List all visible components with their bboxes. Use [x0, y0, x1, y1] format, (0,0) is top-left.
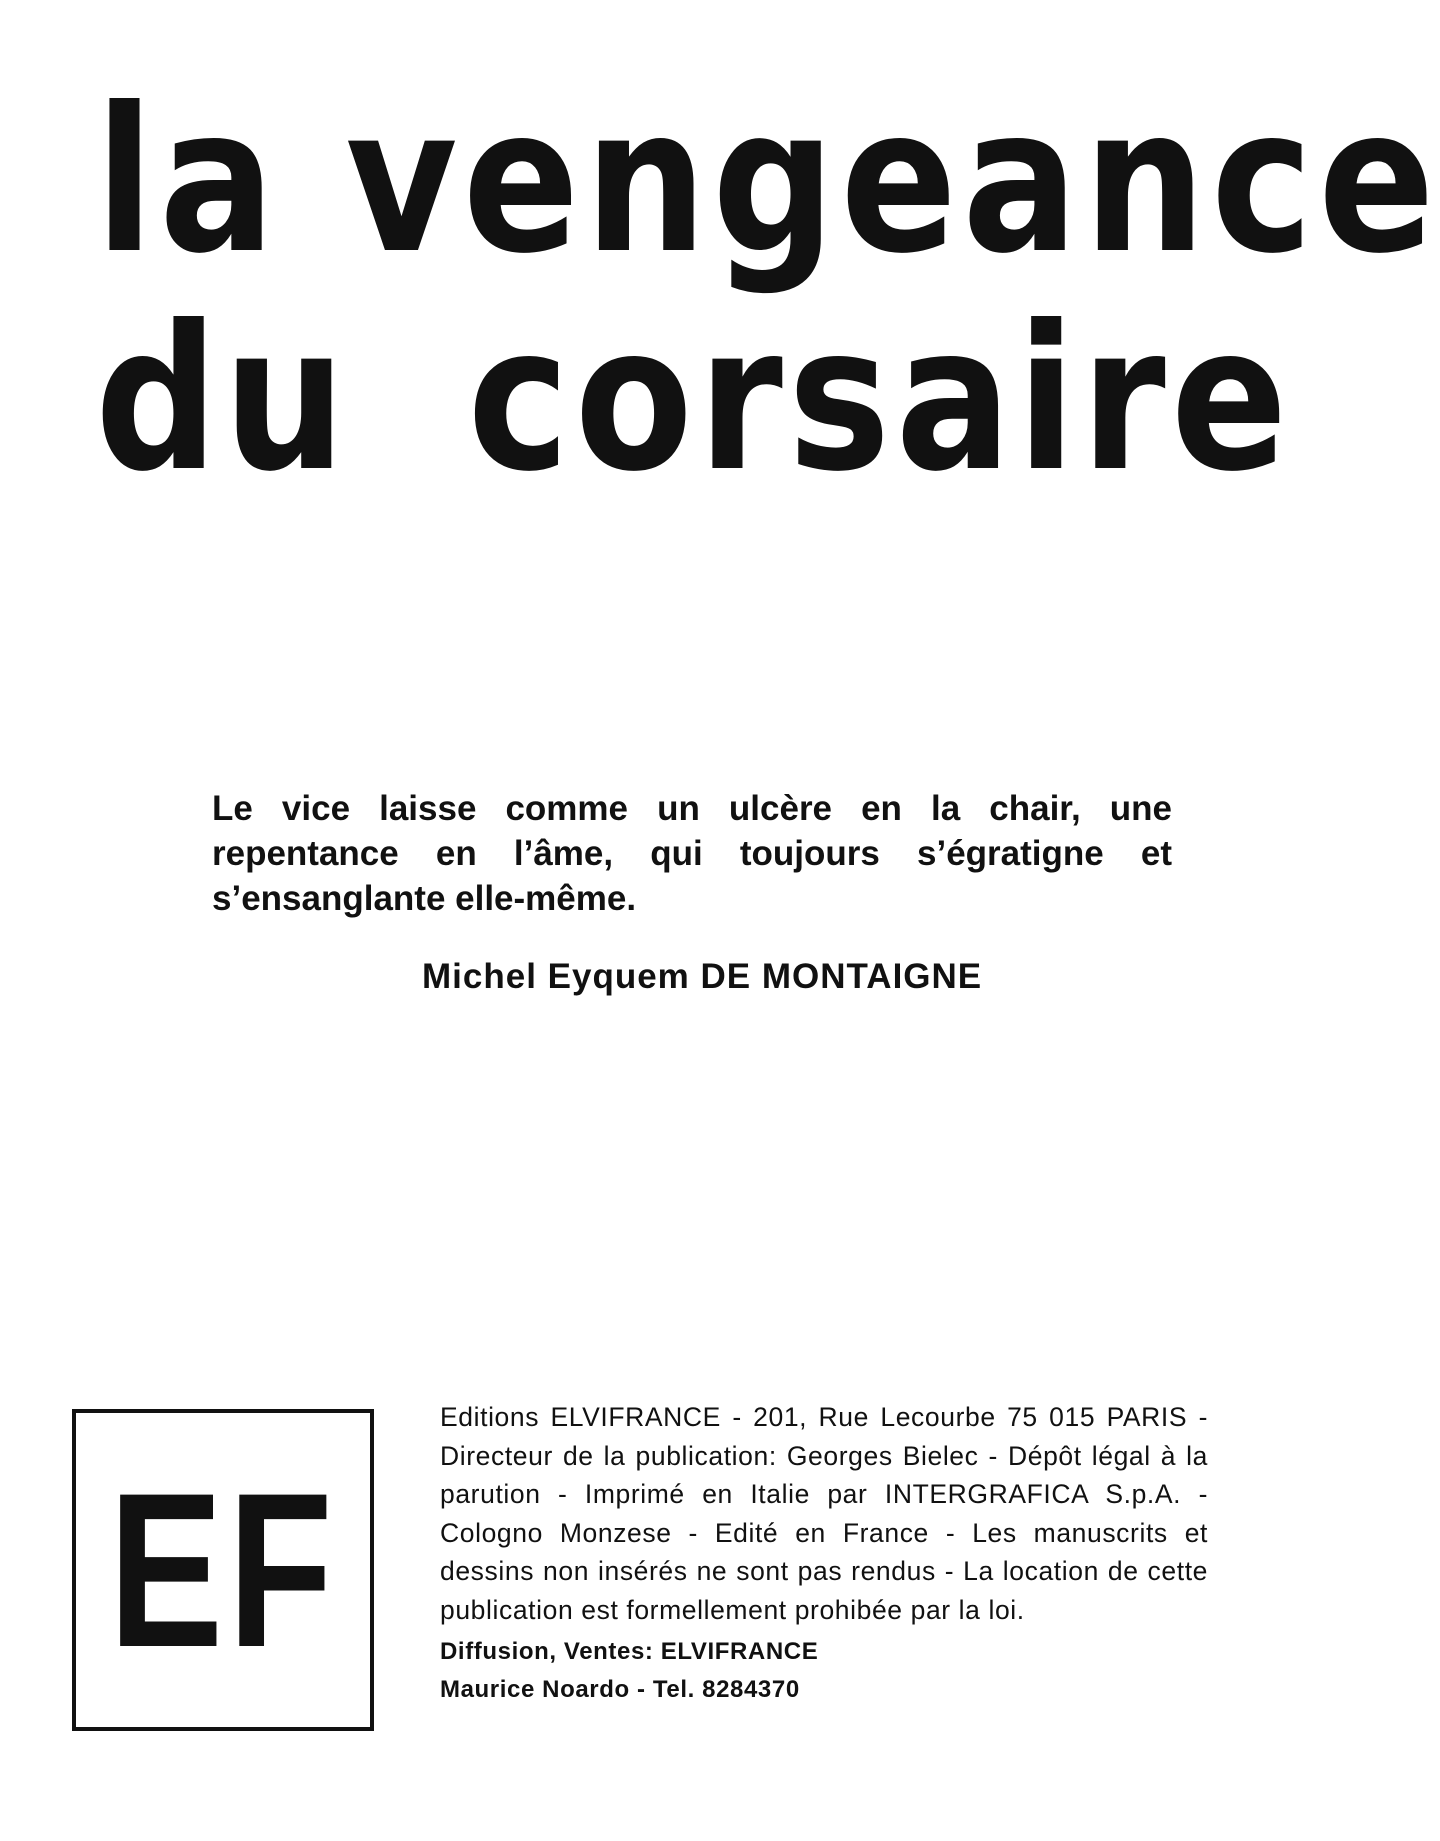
publisher-logo [72, 1409, 374, 1731]
epigraph-quote: Le vice laisse comme un ulcère en la chair, une repentance en l’âme, qui toujours s’égratigne et s’ensanglante elle-même. [212, 789, 1172, 918]
imprint-distribution: Diffusion, Ventes: ELVIFRANCE [440, 1638, 819, 1665]
epigraph-author: Michel Eyquem DE MONTAIGNE [422, 957, 983, 996]
title-line-1: la vengeance [95, 65, 1440, 298]
imprint-text: Editions ELVIFRANCE - 201, Rue Lecourbe 75 015 PARIS - Directeur de la publication: Georges Bielec - Dépôt légal à la parution - Imprimé en Italie par INTERGRAFICA S.p.A. - Cologno Monzese - Edité en France - Les manuscrits et dessins non insérés ne sont pas rendus - La location de cette publication est formellement prohibée par la loi. [440, 1402, 1208, 1625]
publisher-logo-letters: EF [108, 1447, 338, 1693]
title-line-2: du corsaire [95, 283, 1293, 516]
imprint-block [440, 1398, 1208, 1709]
imprint-contact: Maurice Noardo - Tel. 8284370 [440, 1676, 800, 1703]
